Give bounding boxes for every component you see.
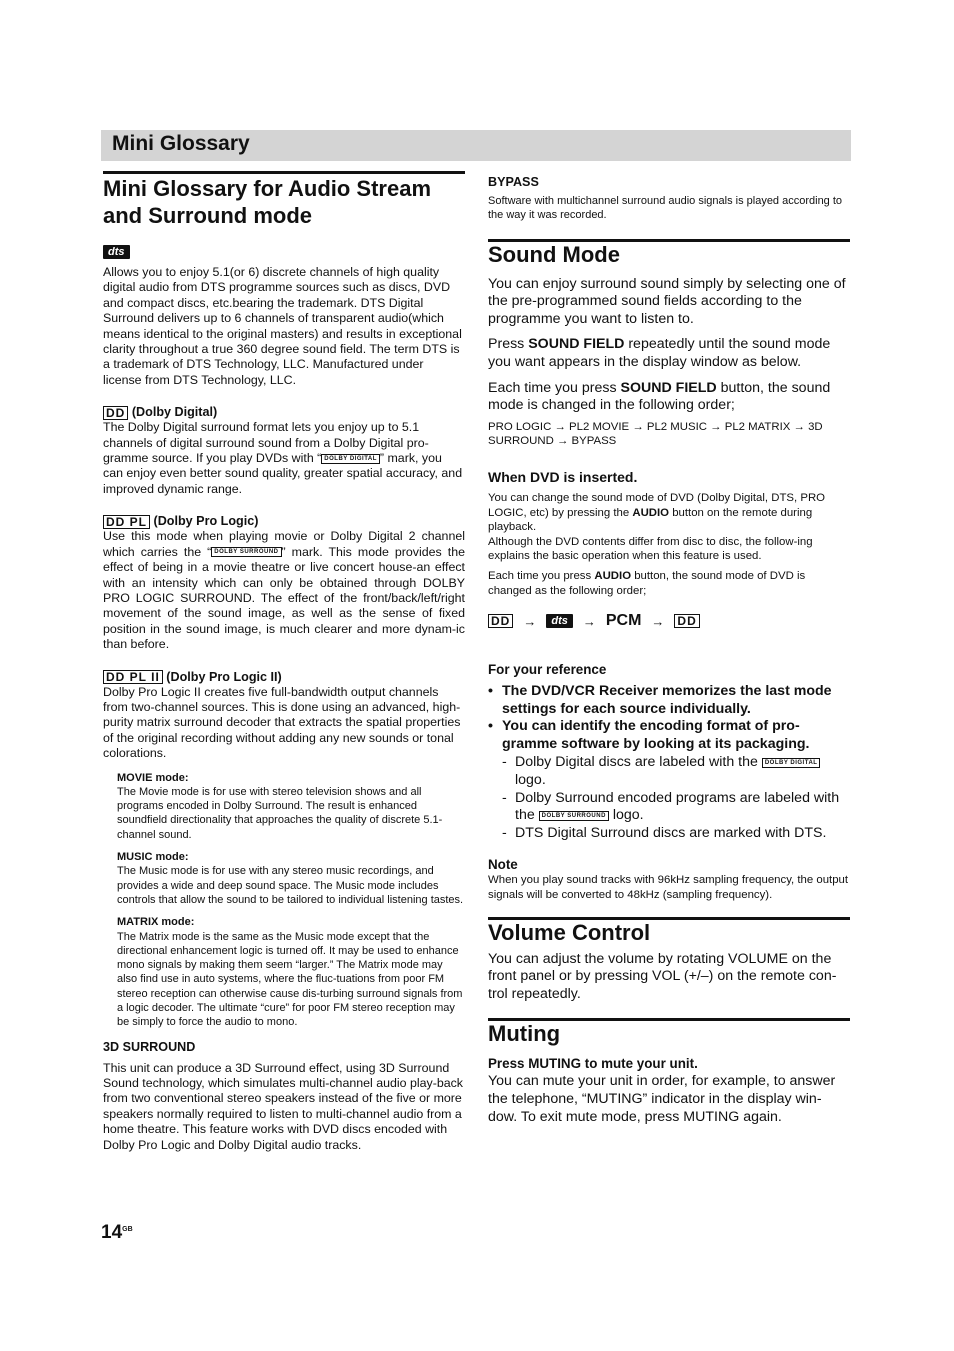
dts-icon: dts	[546, 614, 573, 628]
reference-heading: For your reference	[488, 662, 607, 678]
list-item: - Dolby Digital discs are labeled with the DOLBY DIGITAL logo.	[502, 754, 850, 789]
sound-mode-heading: Sound Mode	[488, 241, 620, 267]
pro-logic-heading: DD PL (Dolby Pro Logic)	[103, 513, 465, 529]
heading-rule	[103, 171, 465, 174]
pro-logic-logo: DD PL	[103, 515, 150, 529]
surround-3d-text: This unit can produce a 3D Surround effect, using 3D Surround Sound technology, which simulates multi-channel audio play-back from two conventional stereo speakers instead of the five or more speakers normally required to listen to multi-channel audio from a home theatre. This feature works with DVD discs encoded with Dolby Pro Logic and Dolby Digital audio tracks.	[103, 1060, 463, 1152]
bypass-text: Software with multichannel surround audio signals is played according to the way it was recorded.	[488, 195, 843, 222]
pro-logic-section	[103, 513, 465, 652]
volume-heading: Volume Control	[488, 919, 651, 945]
dvd-heading: When DVD is inserted.	[488, 468, 638, 485]
pro-logic-2-text: Dolby Pro Logic II creates five full-bandwidth output channels from two-channel sources. This is done using an advanced, high-purity matrix surround decoder that extracts the spatial properties of the original recording without adding any new sounds or tonal colorations.	[103, 684, 461, 761]
section-banner	[101, 130, 851, 161]
pro-logic-text: Use this mode when playing movie or Dolby Digital 2 channel which carries the “ DOLBY SURROUND ” mark. This mode provides the effect of being in a movie theatre or live concert house-an effect with an intensity which can only be obtained through DOLBY PRO LOGIC SURROUND. The effect of the front/back/left/right movement of the sound image, as well as the sense of fixed position in the sound image, is much clearer and more dynam-ic than before.	[103, 529, 465, 652]
dolby-digital-heading: DD (Dolby Digital)	[103, 404, 465, 420]
pro-logic-2-logo: DD PL II	[103, 670, 163, 684]
music-mode: MUSIC mode: The Music mode is for use with any stereo music recordings, and provides a wide and deep sound space. The Music mode includes controls that allow the sound to be tailored to individual listening tastes.	[117, 851, 464, 906]
dvd-text-2: Although the DVD contents differ from disc to disc, the follow-ing explains the basic operation when this feature is used.	[488, 535, 813, 563]
dolby-digital-text: The Dolby Digital surround format lets you enjoy up to 5.1 channels of digital surround sound from a Dolby Digital pro-gramme source. If you play DVDs with “ DOLBY DIGITAL ” mark, you can enjoy even better sound quality, greater spatial accuracy, and improved dynamic range.	[103, 420, 463, 496]
dvd-text-1: You can change the sound mode of DVD (Dolby Digital, DTS, PRO LOGIC, etc) by pressing the AUDIO button on the remote during playback.	[488, 491, 826, 534]
bypass-heading: BYPASS	[488, 175, 539, 189]
dolby-surround-mark-icon: DOLBY SURROUND	[211, 547, 281, 557]
dolby-digital-icon: DD	[674, 614, 699, 628]
muting-heading: Muting	[488, 1021, 561, 1047]
sound-mode-order: PRO LOGIC → PL2 MOVIE → PL2 MUSIC → PL2 MATRIX → 3D SURROUND → BYPASS	[488, 420, 823, 448]
note-heading: Note	[488, 857, 518, 873]
arrow-icon: →	[651, 613, 665, 629]
surround-3d-section	[103, 1039, 465, 1153]
list-item: • The DVD/VCR Receiver memorizes the last mode settings for each source individually.	[488, 683, 850, 718]
surround-3d-heading: 3D SURROUND	[103, 1039, 196, 1054]
right-column	[488, 174, 850, 1126]
sound-mode-intro: You can enjoy surround sound simply by selecting one of the pre-programmed sound fields according to the programme you want to listen to.	[488, 275, 846, 327]
dts-logo: dts	[103, 245, 130, 259]
list-item: - Dolby Surround encoded programs are labeled with the DOLBY SURROUND logo.	[502, 790, 850, 825]
note-text: When you play sound tracks with 96kHz sampling frequency, the output signals will be converted to 48kHz (sampling frequency).	[488, 874, 849, 902]
dolby-digital-mark-icon: DOLBY DIGITAL	[321, 454, 380, 464]
dolby-digital-section	[103, 404, 465, 497]
volume-text: You can adjust the volume by rotating VOLUME on the front panel or by pressing VOL (+/–) on the remote con-trol repeatedly.	[488, 950, 837, 1002]
dts-text: Allows you to enjoy 5.1(or 6) discrete channels of high quality digital audio from DTS programme sources such as discs, DVD and compact discs, etc.bearing the trademark. DTS Digital Surround delivers up to 6 channels of transparent audio(which means identical to the original masters) and results in exceptional clarity throughout a true 360 degree sound field. The term DTS is a trademark of DTS Technology, LLC. Manufactured under license from DTS Technology, LLC.	[103, 265, 462, 387]
sound-mode-each-time: Each time you press SOUND FIELD button, the sound mode is changed in the following order;	[488, 379, 831, 414]
pro-logic-2-section	[103, 669, 465, 1030]
pl2-modes	[103, 771, 465, 1030]
reference-list	[488, 683, 850, 753]
dolby-digital-icon: DD	[488, 614, 513, 628]
muting-subheading: Press MUTING to mute your unit.	[488, 1056, 698, 1072]
pro-logic-2-heading: DD PL II (Dolby Pro Logic II)	[103, 669, 465, 685]
arrow-icon: →	[523, 613, 537, 629]
dvd-mode-sequence	[488, 612, 850, 630]
matrix-mode: MATRIX mode: The Matrix mode is the same as the Music mode except that the directional enhancement logic is turned off. It may be used to enhance mono signals by making them seem “larger.” The Matrix mode may also find use in auto systems, where the fluc-tuations from poor FM stereo reception can otherwise cause dis-turbing surround signals from a logic decoder. The ultimate “cure” for poor FM stereo reception may be simply to force the audio to mono.	[117, 916, 463, 1029]
list-item: - DTS Digital Surround discs are marked with DTS.	[502, 825, 850, 843]
sound-mode-press: Press SOUND FIELD repeatedly until the sound mode you want appears in the display window as below.	[488, 336, 831, 370]
dolby-digital-logo: DD	[103, 406, 128, 420]
left-column	[103, 171, 465, 1153]
dolby-surround-mark-icon: DOLBY SURROUND	[539, 811, 609, 821]
list-item: • You can identify the encoding format of pro-gramme software by looking at its packaging.	[488, 718, 850, 753]
reference-sub-list	[488, 754, 850, 842]
page-number: $14^{GB}$	[101, 1222, 133, 1243]
dvd-text-3: Each time you press AUDIO button, the sound mode of DVD is changed as the following order;	[488, 569, 806, 597]
muting-text: You can mute your unit in order, for example, to answer the telephone, “MUTING” indicator in the display win-dow. To exit mute mode, press MUTING again.	[488, 1073, 836, 1125]
pcm-icon: PCM	[605, 612, 642, 630]
arrow-icon: →	[582, 613, 596, 629]
banner-title: Mini Glossary	[112, 132, 250, 155]
movie-mode: MOVIE mode: The Movie mode is for use with stereo television shows and all programs encoded in Dolby Surround. The result is enhanced soundfield directionality that approaches the quality of discrete 5.1-channel sound.	[117, 771, 443, 841]
dts-section	[103, 243, 465, 388]
dolby-digital-mark-icon: DOLBY DIGITAL	[762, 758, 821, 768]
main-heading: Mini Glossary for Audio Stream and Surround mode	[103, 176, 432, 228]
